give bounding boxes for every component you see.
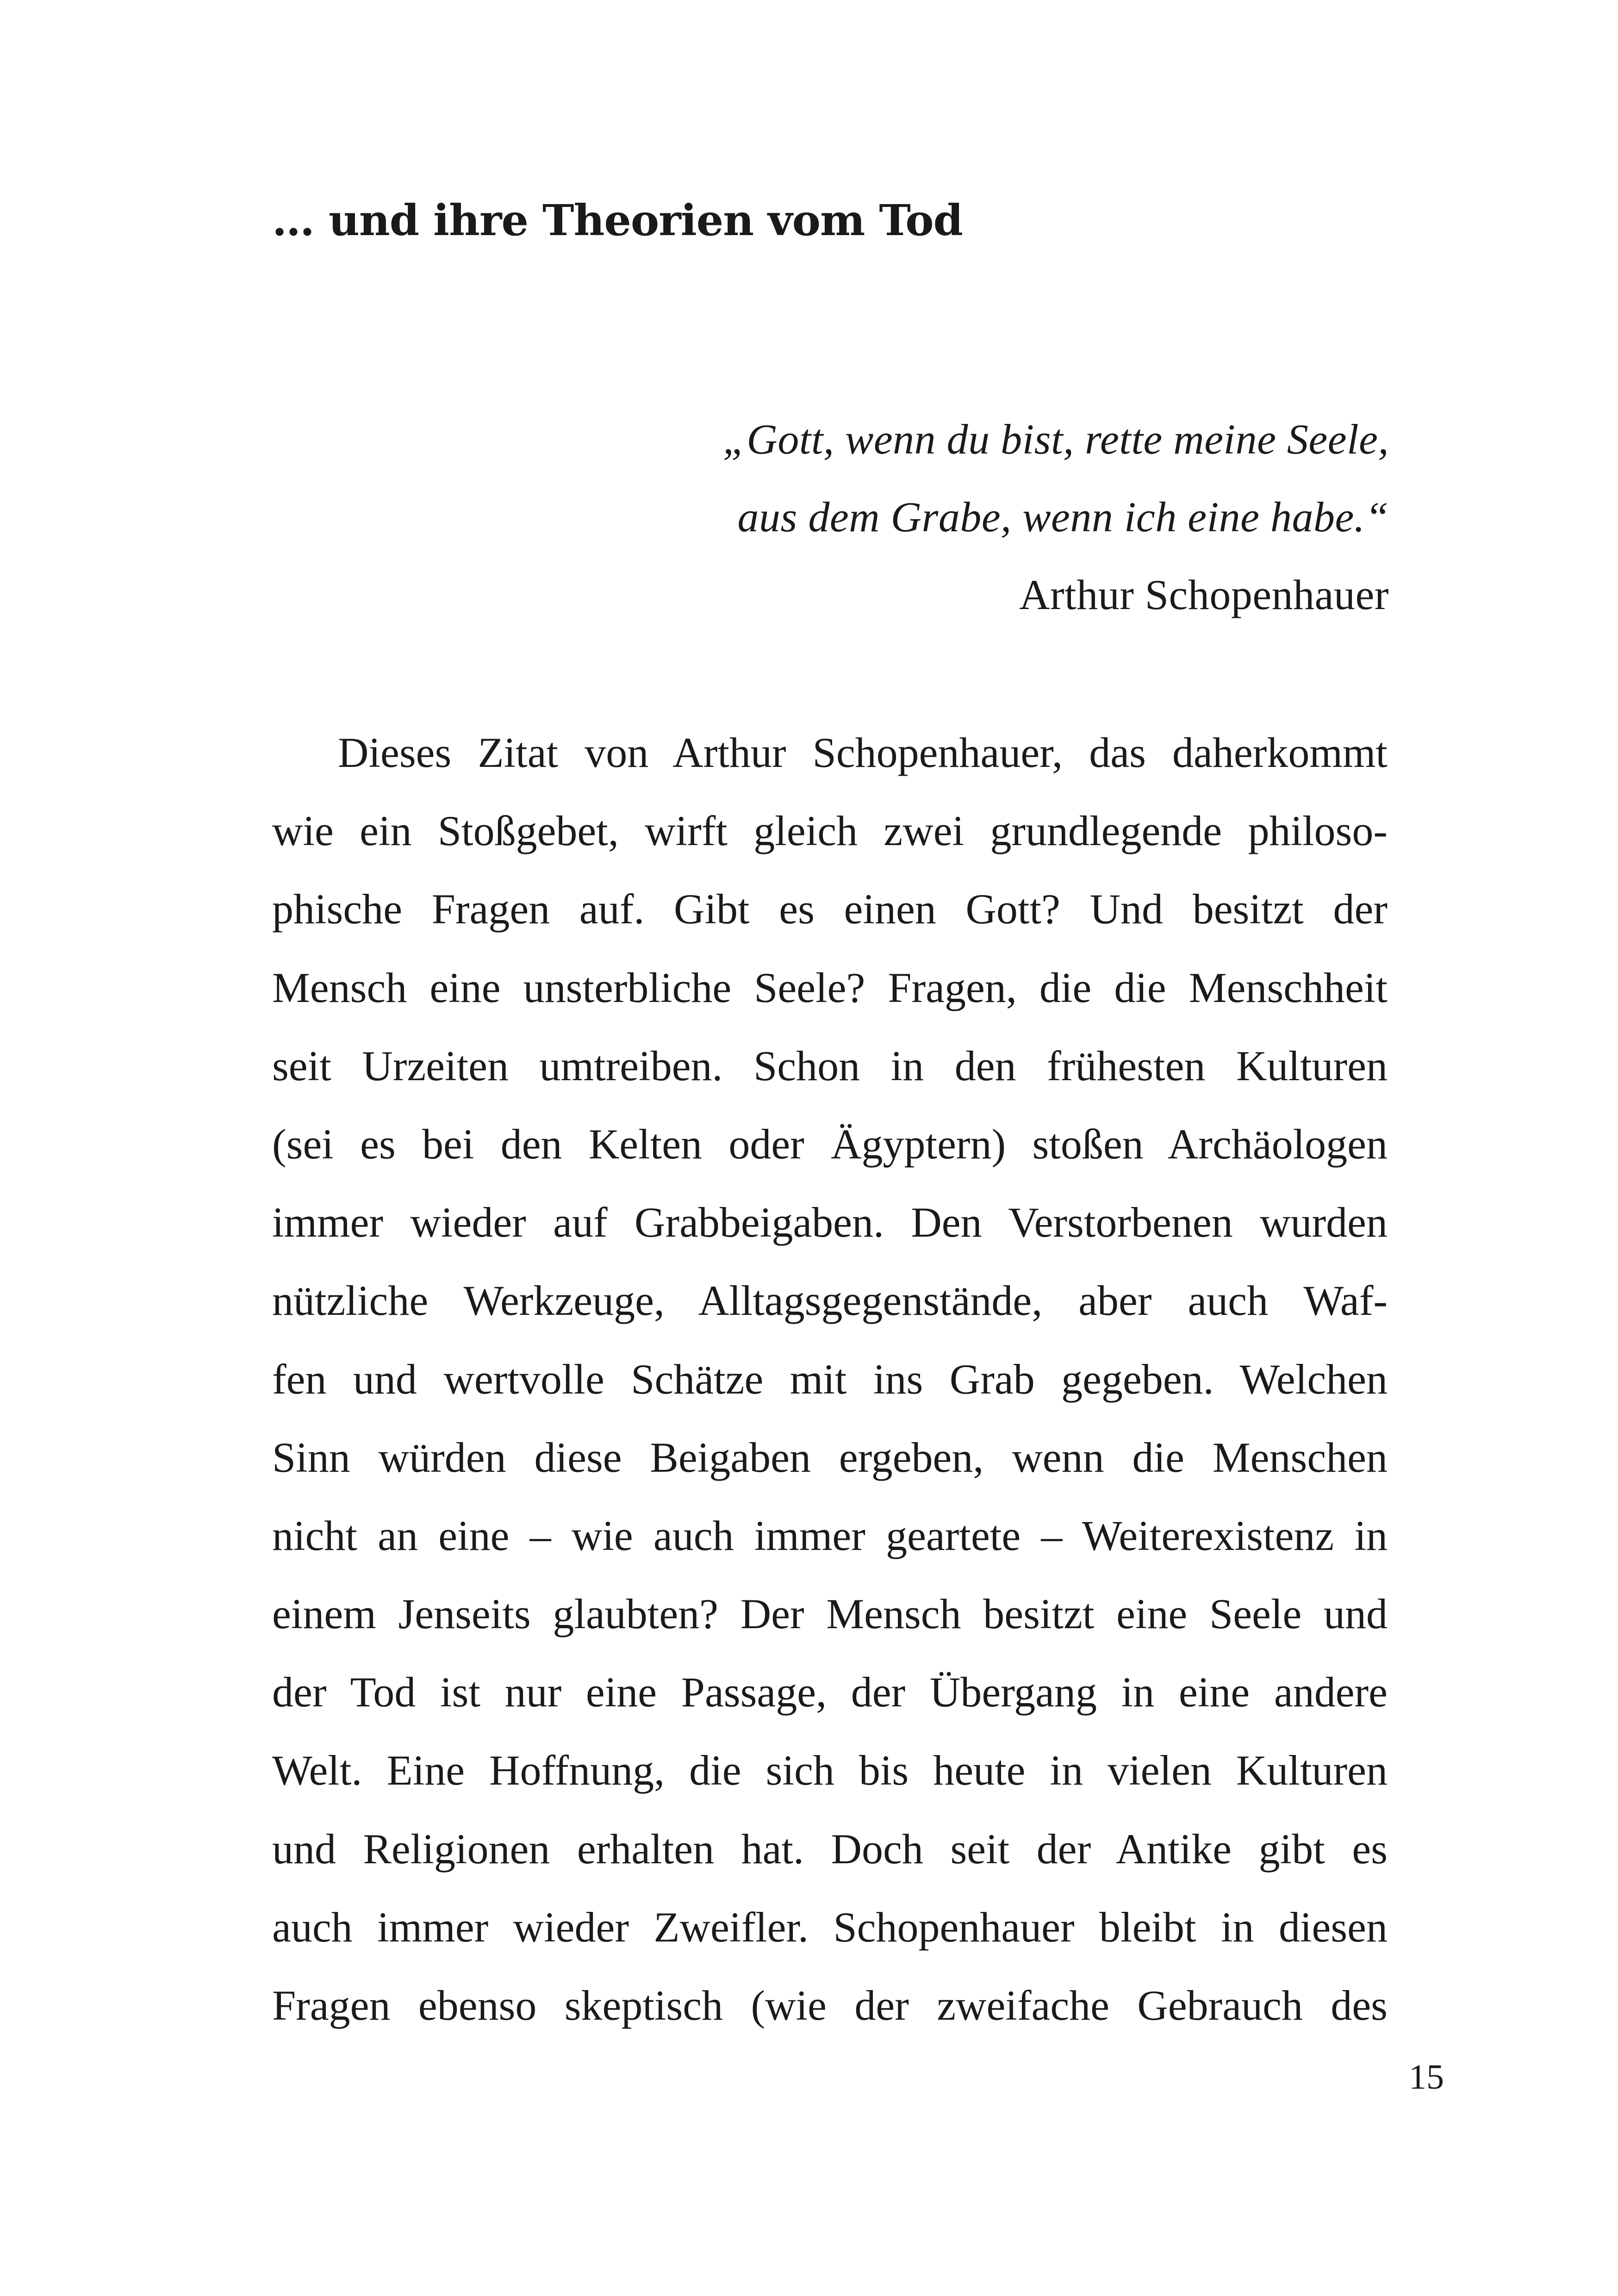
section-heading: … und ihre Theorien vom Tod	[272, 195, 963, 245]
body-line: und Religionen erhalten hat. Doch seit der Antike gibt es	[272, 1825, 1388, 1873]
body-line: Welt. Eine Hoffnung, die sich bis heute in vielen Kulturen	[272, 1747, 1388, 1794]
body-line: Fragen ebenso skeptisch (wie der zweifache Gebrauch des	[272, 1982, 1388, 2029]
epigraph	[723, 400, 1389, 634]
body-line: (sei es bei den Kelten oder Ägyptern) stoßen Archäologen	[272, 1120, 1388, 1168]
body-line: Mensch eine unsterbliche Seele? Fragen, die die Menschheit	[272, 964, 1388, 1011]
body-line: einem Jenseits glaubten? Der Mensch besitzt eine Seele und	[272, 1590, 1388, 1638]
epigraph-quote-line-1: „Gott, wenn du bist, rette meine Seele,	[722, 416, 1389, 463]
page-number: 15	[1409, 2058, 1444, 2097]
body-line: der Tod ist nur eine Passage, der Übergang in eine andere	[272, 1668, 1388, 1716]
body-line: Sinn würden diese Beigaben ergeben, wenn die Menschen	[272, 1433, 1388, 1481]
body-line: immer wieder auf Grabbeigaben. Den Verstorbenen wurden	[272, 1199, 1388, 1246]
body-line: nicht an eine – wie auch immer geartete – Weiterexistenz in	[272, 1512, 1388, 1559]
body-line: wie ein Stoßgebet, wirft gleich zwei grundlegende philoso-	[272, 807, 1388, 855]
body-line: fen und wertvolle Schätze mit ins Grab gegeben. Welchen	[272, 1355, 1388, 1403]
body-line: seit Urzeiten umtreiben. Schon in den frühesten Kulturen	[272, 1042, 1388, 1089]
body-line: phische Fragen auf. Gibt es einen Gott? Und besitzt der	[272, 885, 1388, 933]
body-paragraph	[272, 714, 1388, 2045]
body-line: nützliche Werkzeuge, Alltagsgegenstände, aber auch Waf-	[272, 1277, 1388, 1325]
epigraph-author: Arthur Schopenhauer	[1019, 571, 1389, 618]
epigraph-quote-line-2: aus dem Grabe, wenn ich eine habe.“	[737, 493, 1389, 541]
body-line: auch immer wieder Zweifler. Schopenhauer bleibt in diesen	[272, 1903, 1388, 1951]
body-line: Dieses Zitat von Arthur Schopenhauer, das daherkommt	[338, 729, 1388, 776]
